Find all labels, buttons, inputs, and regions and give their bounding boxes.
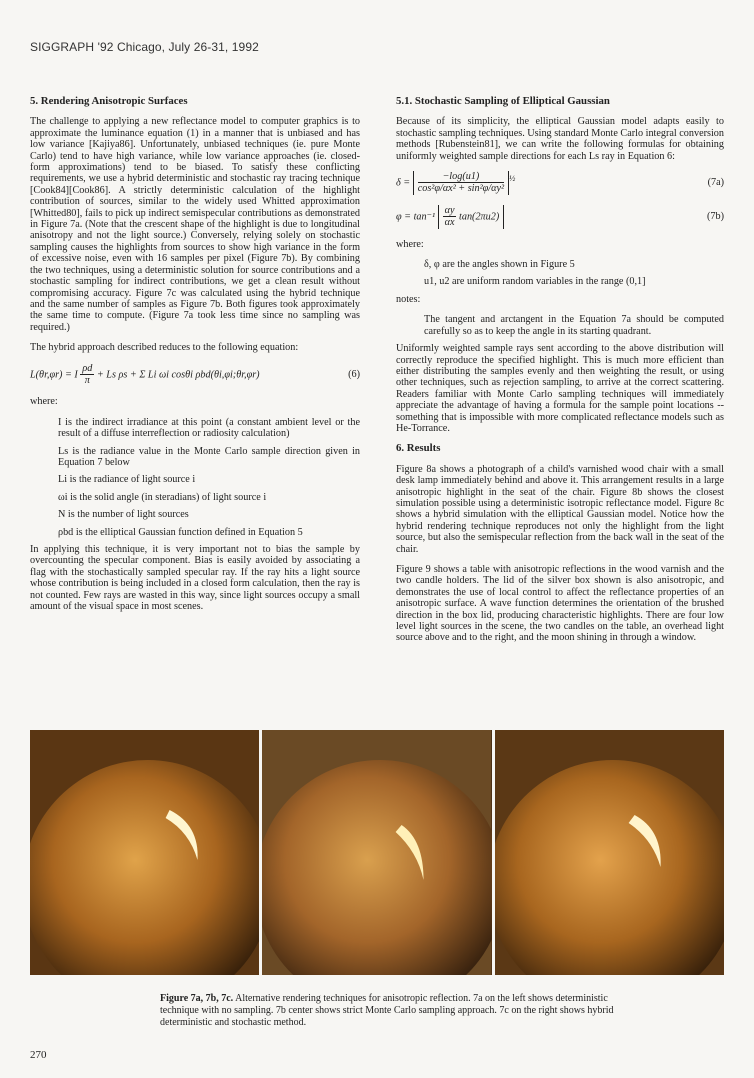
eq7b-number: (7b) [707, 211, 724, 223]
def-item: N is the number of light sources [58, 509, 189, 521]
equation-6 [30, 363, 360, 387]
eq6-frac-top: ρd [82, 362, 93, 374]
caption-label: Figure 7a, 7b, 7c. [160, 993, 234, 1004]
eq7a-bottom: cos²φ/αx² + sin²φ/αy² [417, 183, 505, 195]
left-paragraph-3: In applying this technique, it is very important not to bias the sample by overcounting the specular component. Bias is easily avoided by associating a flag with the stochastically sampled specular ray. If the ray hits a light source whose contribution is being included in a closed form calculation, then the ray is not counted. Few rays are wasted in this way, since light sources occupy a small amount of the visual space in most scenes. [30, 544, 360, 613]
left-paragraph-2: The hybrid approach described reduces to the following equation: [30, 342, 299, 354]
eq7a-fraction [418, 171, 504, 195]
right-paragraph-1: Because of its simplicity, the elliptical Gaussian model adapts easily to stochastic sampling techniques. Using standard Monte Carlo integral conversion methods [Rubenstein81], we can write the following formulas for obtaining uniformly weighted sample directions for each Ls ray in Equation 6: [396, 116, 724, 162]
right-paragraph-3: Figure 8a shows a photograph of a child's varnished wood chair with a small desk lamp immediately behind and above it. This arrangement results in a large anisotropic highlight in the seat of the chair. Figure 8b shows the closest simulation possible using a deterministic isotropic reflectance model. Figure 8c shows a hybrid simulation with the elliptical Gaussian model. Notice how the hybrid rendering technique reproduces not only the highlight from the light source, but also the semispecular reflection from the back wall in the seat of the chair. [396, 463, 724, 555]
eq7a-number: (7a) [707, 177, 724, 189]
def-item: Ls is the radiance value in the Monte Carlo sample direction given in Equation 7 below [58, 445, 360, 468]
equation-7a [396, 171, 724, 195]
section-heading-5: 5. Rendering Anisotropic Surfaces [30, 95, 188, 107]
eq6-mid: + Ls ρs + [96, 368, 137, 380]
notes-label: notes: [396, 293, 421, 305]
right-paragraph-2: Uniformly weighted sample rays sent according to the above distribution will correctly reproduce the specified highlight. This is much more efficient than either distributing the samples evenly and then weighting the result, or using other techniques, such as rejection sampling, to arrive at the correct scattering. Readers familiar with Monte Carlo sampling techniques will immediately appreciate the advantage of having a formula for the sample point locations -- something that is impossible with more complicated reflectance models such as He-Torrance. [396, 343, 724, 434]
left-paragraph-1: The challenge to applying a new reflectance model to computer graphics is to approximate the luminance equation (1) in a manner that is unbiased and has low variance [Kajiya86]. Unfortunately, unbiased techniques (ie. pure Monte Carlo) tend to have high variance, while low variance approaches (ie. closed-form approximations) tend to be biased. To satisfy these conflicting requirements, we use a hybrid deterministic and stochastic ray tracing technique [Cook84][Cook86]. A strictly deterministic calculation of the highlight contribution of sources, similar to the widely used Whitted approximation [Whitted80], fails to pick up indirect semispecular contributions as demonstrated in Figure 7a. (Note that the crescent shape of the highlight is due to longitudinal anisotropy and not the light source.) Conversely, relying solely on stochastic sampling causes the highlights from sources to show high variance in the form of excessive noise, even with 16 samples per pixel (Figure 7b). By combining the two techniques, using a deterministic solution for source contributions and a stochastic sampling for indirect contributions, we get a clean result without compromising accuracy. Figure 7c was calculated using the hybrid technique and the same number of samples as Figure 7b. Both figures took approximately the same time to compute. (Figure 7a took less time since no sampling was required.) [30, 116, 360, 333]
def-item: δ, φ are the angles shown in Figure 5 [424, 259, 575, 271]
eq7a-top: −log(u1) [418, 171, 504, 183]
eq7b-rest: tan(2πu2) [459, 211, 500, 223]
caption-text: Alternative rendering techniques for anisotropic reflection. 7a on the left shows deterministic technique with no sampling. 7b center shows strict Monte Carlo sampling approach. 7c on the right shows hybrid deterministic and stochastic method. [160, 993, 614, 1028]
eq7a-lhs: δ = [396, 177, 411, 189]
page-number: 270 [30, 1049, 47, 1061]
eq7a-exponent: ½ [509, 172, 516, 183]
def-item: Li is the radiance of light source i [58, 474, 196, 486]
def-item: u1, u2 are uniform random variables in the range (0,1] [424, 276, 646, 288]
left-column [30, 96, 360, 621]
note-text: The tangent and arctangent in the Equation 7a should be computed carefully so as to keep the angle in its starting quadrant. [424, 314, 724, 337]
eq7b-top: αy [444, 204, 455, 216]
figure-7a-image [30, 730, 259, 975]
equation-7b [396, 205, 724, 229]
right-column [396, 96, 724, 653]
eq6-fraction [80, 363, 94, 387]
eq7b-fraction [443, 205, 457, 229]
def-item: ωi is the solid angle (in steradians) of light source i [58, 491, 267, 503]
running-head: SIGGRAPH '92 Chicago, July 26-31, 1992 [30, 40, 259, 54]
section-heading-5-1: 5.1. Stochastic Sampling of Elliptical Gaussian [396, 95, 610, 107]
eq7b-lhs: φ = tan⁻¹ [396, 211, 436, 223]
eq6-number: (6) [348, 368, 360, 380]
eq6-lhs: L(θr,φr) = I [30, 368, 78, 380]
section-heading-6: 6. Results [396, 442, 441, 455]
eq6-frac-bottom: π [84, 374, 90, 386]
eq7b-bracket [438, 205, 505, 229]
def-item: I is the indirect irradiance at this point (a constant ambient level or the result of a diffuse interreflection or radiosity calculation) [58, 416, 360, 440]
figure-caption [160, 993, 630, 1029]
figure-7c-image [495, 730, 724, 975]
eq7a-bracket [413, 171, 509, 195]
figure-7b-image [262, 730, 491, 975]
right-paragraph-4: Figure 9 shows a table with anisotropic reflections in the wood varnish and the two candle holders. The lid of the silver box shown is also anisotropic, and demonstrates the use of local control to affect the reflectance properties of an anisotropic surface. A wave function determines the orientation of the brushed direction in the box lid, producing characteristic highlights. There are four low level light sources in the scene, the two candles on the table, an overhead light source above and to the right, and the moon shining in through a window. [396, 564, 724, 644]
eq7b-bottom: αx [444, 217, 455, 229]
left-where-label: where: [30, 396, 58, 408]
eq6-sum: Σ Li ωi cosθi ρbd(θi,φi;θr,φr) [139, 368, 260, 380]
figure-7 [30, 730, 724, 975]
def-item: ρbd is the elliptical Gaussian function defined in Equation 5 [58, 526, 303, 538]
right-where-label: where: [396, 238, 424, 250]
